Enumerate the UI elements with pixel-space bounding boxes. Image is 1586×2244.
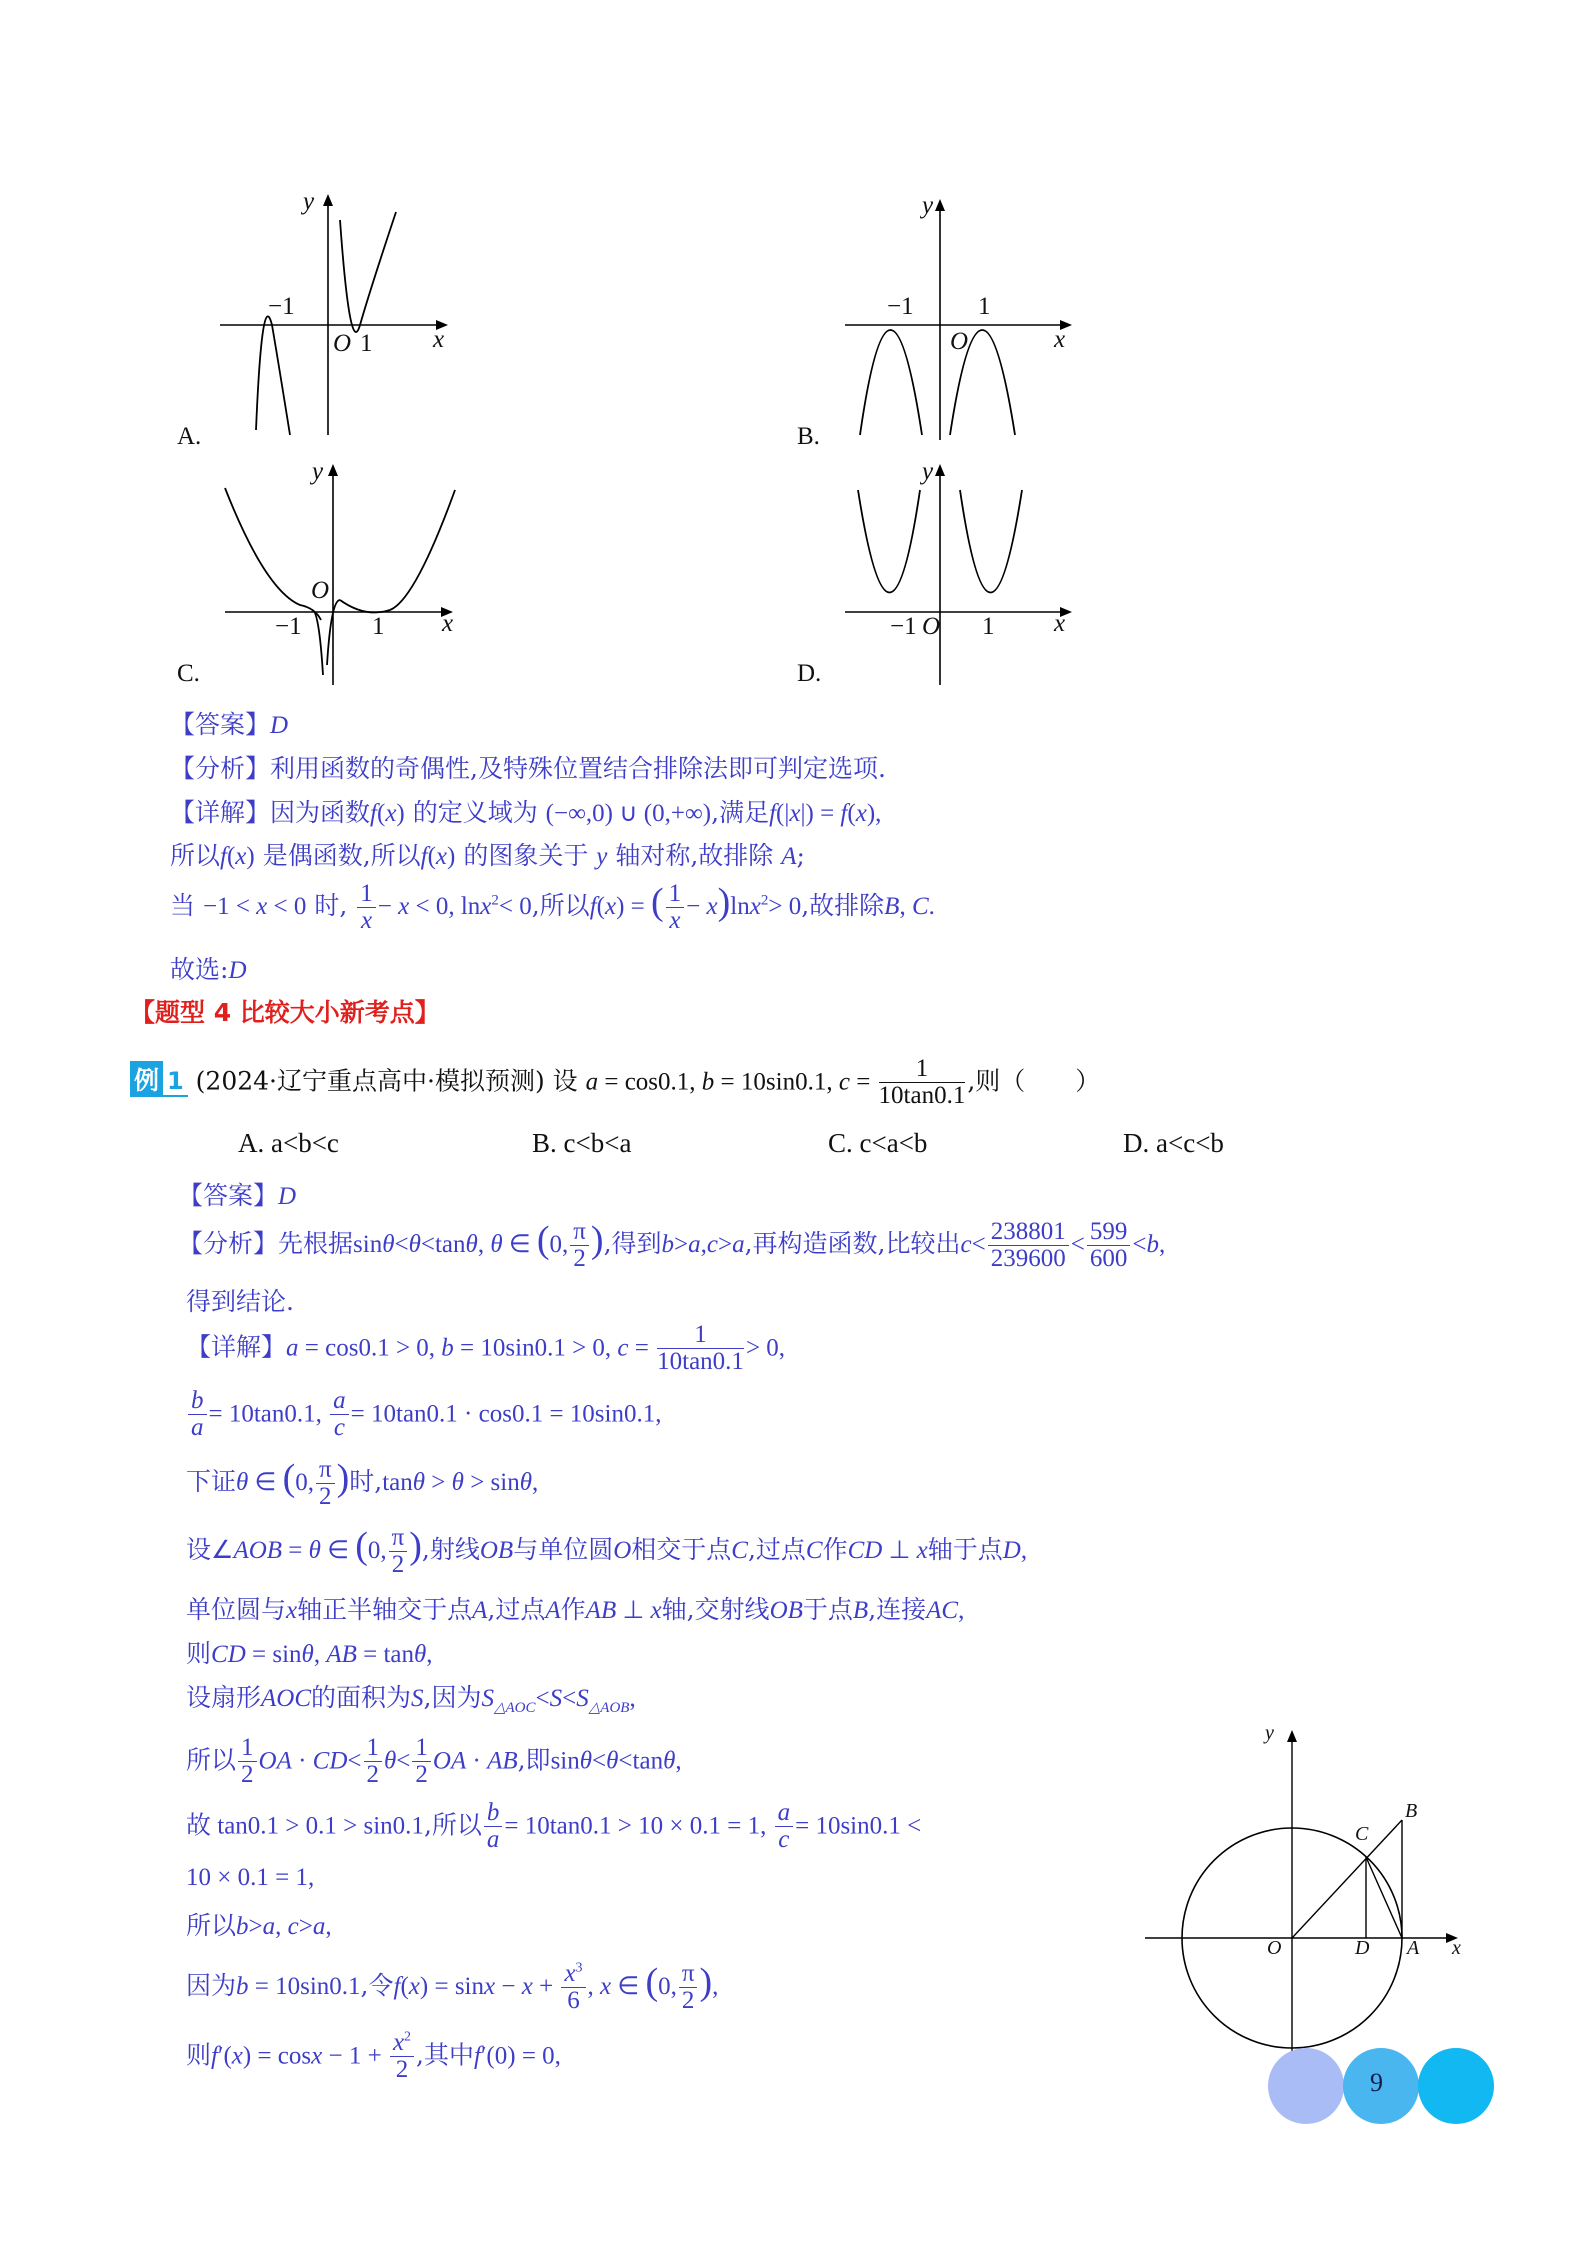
analysis-text: 利用函数的奇偶性,及特殊位置结合排除法即可判定选项. [270,754,886,783]
diagram-d-label: D [1355,1937,1370,1959]
sol-detail-line-13: 则f′(x) = cosx − 1 + $\frac{x^2}{2}$ ,其中f′(0) = 0, [186,2029,561,2084]
sol-detail-line-2: $\frac{b}{a}$ = 10tan0.1, $\frac{a}{c}$ = 10tan0.1 · cos0.1 = 10sin0.1, [186,1388,661,1442]
detail-tag: 【详解】 [170,798,271,827]
sol-detail-line-11: 所以b>a, c>a, [186,1911,332,1940]
graph-b-y-label: y [922,192,934,219]
example-number: 1 [163,1067,188,1097]
diagram-c-label: C [1355,1823,1369,1845]
prev-detail-line-3: 当 −1 < x < 0 时, $\frac{1}{x}$ − x < 0, lnx$^2$< 0,所以f(x) = ( $\frac{1}{x}$ − x)lnx$^2$> 0,故排除B, C. [170,879,935,934]
graph-c [215,460,475,690]
graph-c-one: 1 [372,613,385,640]
choice-d[interactable]: D. a<c<b [1123,1128,1224,1158]
graph-a-minus1: −1 [268,293,295,320]
sol-analysis-line: 【分析】先根据sinθ<θ<tanθ, θ ∈ (0, $\frac{\pi}{2}$ ),得到b>a,c>a,再构造函数,比较出c< $\frac{238801}{239600}$ < $\frac{599}{600}$ <b, [178,1217,1166,1272]
graph-b-x-label: x [1054,326,1066,353]
diagram-o-label: O [1267,1937,1282,1959]
prev-answer-line [170,705,288,741]
prev-choose-line: 故选:D [170,955,247,984]
section-title: 【题型 4 比较大小新考点】 [130,998,440,1027]
graph-d-x-label: x [1054,610,1066,637]
graph-c-origin: O [311,577,330,604]
graph-c-y-label: y [312,458,324,485]
prev-detail-line-2: 所以f(x) 是偶函数,所以f(x) 的图象关于 y 轴对称,故排除 A; [170,841,805,870]
graph-d-origin: O [922,613,941,640]
graph-d-y-label: y [922,458,934,485]
sol-detail-line-4: 设∠AOB = θ ∈ (0, $\frac{\pi}{2}$ ),射线OB与单位圆O相交于点C,过点C作CD ⊥ x轴于点D, [186,1523,1028,1578]
graph-b [840,195,1100,445]
choice-c[interactable]: C. c<a<b [828,1128,928,1158]
example-question: 例 1 (2024·辽宁重点高中·模拟预测) 设 a = cos0.1, b = 10sin0.1, c = $\frac{1}{10\tan 0.1}$ ,则（ ） [130,1056,1100,1110]
sol-detail-line-8: 所以 $\frac{1}{2}$ OA · CD< $\frac{1}{2}$ θ< $\frac{1}{2}$ OA · AB,即sinθ<θ<tanθ, [186,1734,682,1789]
page-circle-3 [1418,2048,1494,2124]
graph-b-one: 1 [978,293,991,320]
graph-a [210,190,470,440]
sol-detail-line-6: 则CD = sinθ, AB = tanθ, [186,1639,433,1668]
example-source: (2024·辽宁重点高中·模拟预测) 设 [195,1066,578,1096]
analysis-tag: 【分析】 [170,754,271,783]
graph-d-minus1: −1 [890,613,917,640]
choice-b[interactable]: B. c<b<a [532,1128,632,1158]
graph-a-x-label: x [433,326,445,353]
example-then: ,则（ ） [967,1066,1101,1096]
graph-a-origin: O [333,330,352,357]
sol-analysis-line-2: 得到结论. [186,1287,294,1316]
page-circle-1 [1268,2048,1344,2124]
graph-b-origin: O [950,328,969,355]
page-number: 9 [1370,2068,1383,2097]
graph-a-one: 1 [360,330,373,357]
option-b-label: B. [797,423,820,450]
answer-tag: 【答案】 [170,710,271,739]
graph-c-minus1: −1 [275,613,302,640]
option-d-label: D. [797,660,822,687]
diagram-y-label: y [1265,1722,1274,1744]
prev-analysis-line [170,749,886,785]
unit-circle-diagram [1140,1720,1470,2080]
sol-detail-line-9: 故 tan0.1 > 0.1 > sin0.1,所以 $\frac{b}{a}$ = 10tan0.1 > 10 × 0.1 = 1, $\frac{a}{c}$ = 10sin0.1 < [186,1799,922,1854]
sol-detail-line-5: 单位圆与x轴正半轴交于点A,过点A作AB ⊥ x轴,交射线OB于点B,连接AC, [186,1595,965,1624]
option-c-label: C. [177,660,200,687]
graph-a-y-label: y [303,188,315,215]
answer-value: D [270,712,289,739]
diagram-x-label: x [1452,1937,1461,1959]
example-badge: 例 [130,1061,163,1097]
graph-d-one: 1 [982,613,995,640]
graph-d [840,460,1100,690]
sol-answer-line: 【答案】D [178,1181,297,1210]
prev-detail-line-1: 【详解】因为函数f(x) 的定义域为 (−∞,0) ∪ (0,+∞),满足f(|x|) = f(x), [170,798,882,827]
sol-detail-line-10: 10 × 0.1 = 1, [186,1864,315,1891]
choice-a[interactable]: A. a<b<c [238,1128,339,1158]
sol-detail-line-3: 下证θ ∈ (0, $\frac{\pi}{2}$ )时,tanθ > θ > sinθ, [186,1455,539,1510]
sol-detail-line-12: 因为b = 10sin0.1,令f(x) = sinx − x + $\frac{x^3}{6}$ , x ∈ (0, $\frac{\pi}{2}$ ), [186,1959,719,2014]
graph-c-x-label: x [442,610,454,637]
option-a-label: A. [177,423,202,450]
sol-detail-line-1: 【详解】a = cos0.1 > 0, b = 10sin0.1 > 0, c = $\frac{1}{10\tan 0.1}$ > 0, [186,1321,786,1376]
graph-b-minus1: −1 [887,293,914,320]
diagram-a-label: A [1407,1937,1420,1959]
diagram-b-label: B [1405,1800,1418,1822]
sol-detail-line-7: 设扇形AOC的面积为S,因为$S_{\triangle AOC}<S<S_{\triangle AOB}$, [186,1683,636,1716]
